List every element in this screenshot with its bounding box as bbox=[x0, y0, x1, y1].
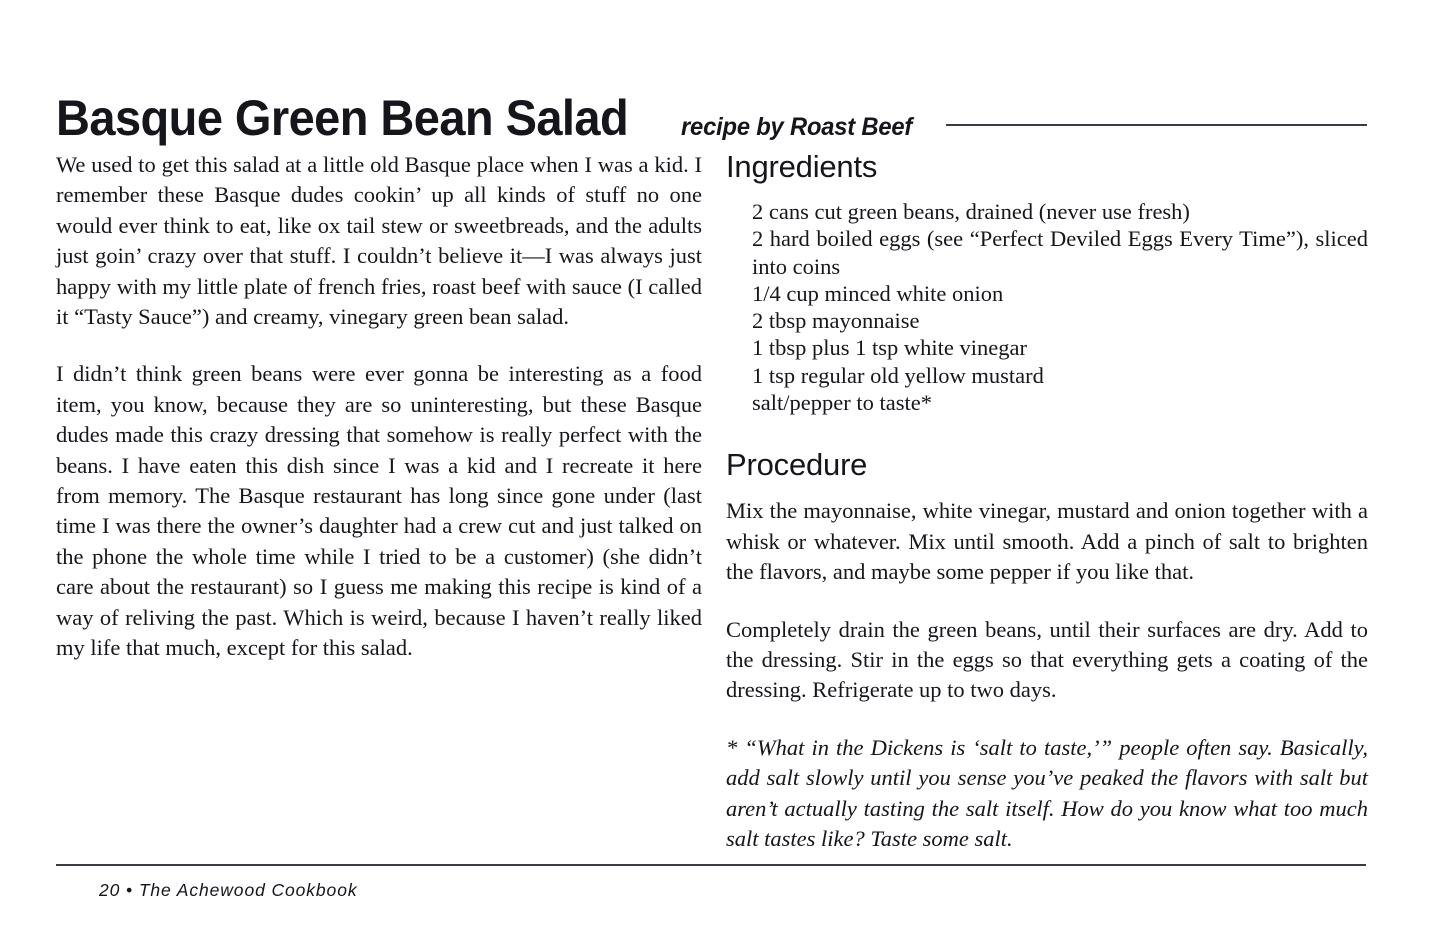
procedure-paragraph-1: Mix the mayonnaise, white vinegar, mustard and onion together with a whisk or whatever. Mix until smooth. Add a pinch of salt to brighten the flavors, and maybe some pepper if you like that. bbox=[726, 498, 1368, 585]
procedure-paragraph-2: Completely drain the green beans, until their surfaces are dry. Add to the dressing. Stir in the eggs so that everything gets a coating of the dressing. Refrigerate up to two days. bbox=[726, 616, 1368, 703]
list-item: 2 cans cut green beans, drained (never use fresh) bbox=[752, 199, 1190, 224]
recipe-column bbox=[726, 150, 1368, 854]
list-item: salt/pepper to taste* bbox=[752, 390, 932, 416]
footer-page-label: 20 • The Achewood Cookbook bbox=[99, 880, 358, 900]
recipe-byline: recipe by Roast Beef bbox=[680, 112, 912, 141]
intro-paragraph-2: I didn’t think green beans were ever gonna be interesting as a food item, you know, because they are so uninteresting, but these Basque dudes made this crazy dressing that somehow is really perfect with the beans. I have eaten this dish since I was a kid and I recreate it here from memory. The Basque restaurant has long since gone under (last time I was there the owner’s daughter had a crew cut and just talked on the phone the whole time while I tried to be a customer) (she didn’t care about the restaurant) so I guess me making this recipe is kind of a way of reliving the past. Which is weird, because I haven’t really liked my life that much, except for this salad. bbox=[56, 361, 702, 661]
list-item: 1 tbsp plus 1 tsp white vinegar bbox=[752, 335, 1027, 361]
procedure-heading: Procedure bbox=[726, 447, 868, 483]
list-item: 1 tsp regular old yellow mustard bbox=[752, 362, 1044, 388]
list-item: 2 tbsp mayonnaise bbox=[752, 308, 920, 334]
ingredients-heading: Ingredients bbox=[726, 149, 878, 184]
intro-paragraph-1: We used to get this salad at a little old Basque place when I was a kid. I remember these Basque dudes cookin’ up all kinds of stuff no one would ever think to eat, like ox tail stew or sweetbreads, and the adults just goin’ crazy over that stuff. I couldn’t believe it—I was always just happy with my little plate of french fries, roast beef with sauce (I called it “Tasty Sauce”) and creamy, vinegary green bean salad. bbox=[56, 152, 702, 330]
page-header bbox=[56, 58, 1367, 146]
list-item: 2 hard boiled eggs (see “Perfect Deviled Eggs Every Time”), sliced into coins bbox=[752, 226, 1368, 279]
list-item: 1/4 cup minced white onion bbox=[752, 280, 1004, 306]
salt-footnote: * “What in the Dickens is ‘salt to taste,’” people often say. Basically, add salt slowly until you sense you’ve peaked the flavors with salt but aren’t actually tasting the salt itself. How do you know what too much salt tastes like? Taste some salt. bbox=[726, 734, 1368, 852]
header-divider bbox=[946, 124, 1367, 126]
footer-divider bbox=[56, 864, 1366, 866]
ingredients-list bbox=[726, 198, 1368, 416]
intro-column bbox=[56, 150, 702, 664]
page-title: Basque Green Bean Salad bbox=[56, 89, 629, 146]
